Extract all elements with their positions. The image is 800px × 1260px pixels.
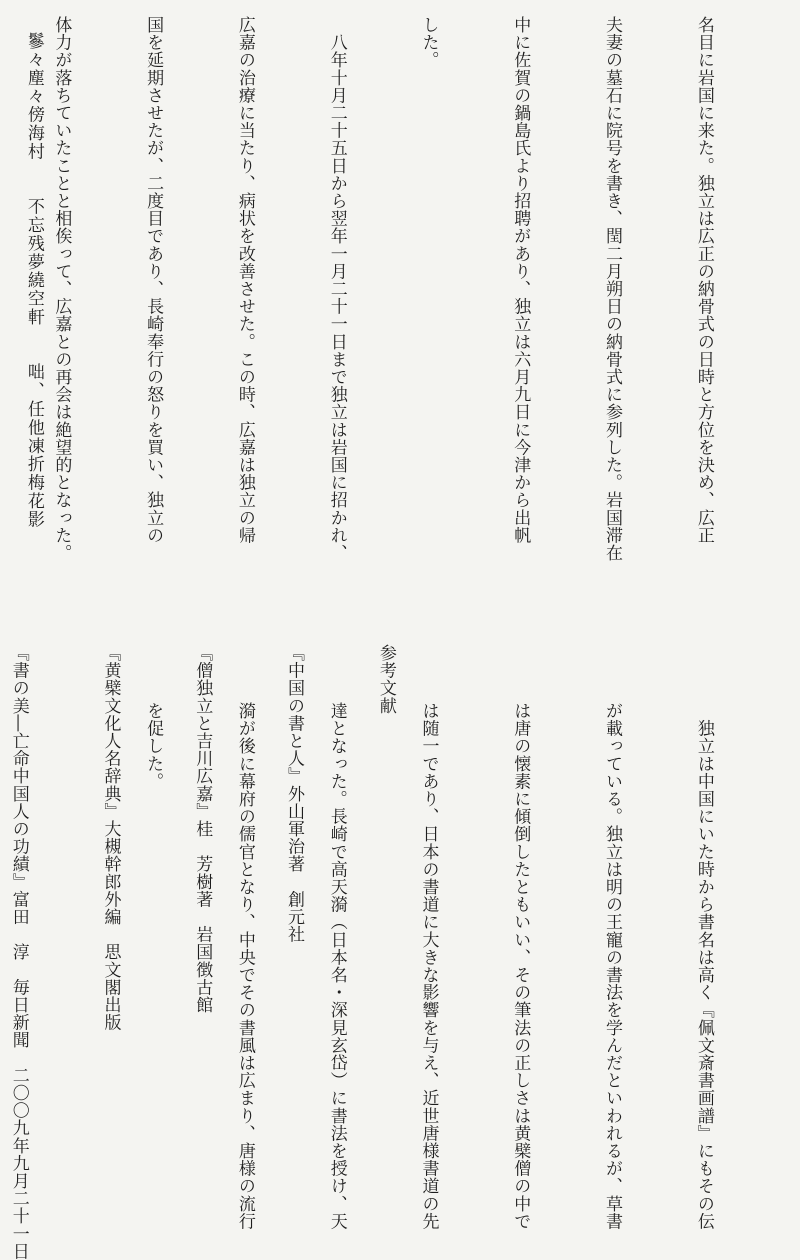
main-text-upper [0,16,780,616]
death-poem [0,32,110,572]
text-column: 独立は中国にいた時から書名は高く『佩文斎書画譜』にもその伝 [693,702,714,1230]
text-column: を促した。 [143,702,164,790]
text-column: 国を延期させたが、二度目であり、長崎奉行の怒りを買い、独立の [143,16,164,544]
poem-line: 鬖々塵々傍海村 不忘残夢繞空軒 咄、任他凍折梅花影 [23,32,44,529]
text-column: が載っている。独立は明の王寵の書法を学んだといわれるが、草書 [602,702,623,1230]
references-section [0,644,462,1260]
reference-item: 『書の美―亡命中国人の功績』富田 淳 毎日新聞 二〇〇九年九月二十一日 [8,644,29,1260]
reference-item: 『中国の書と人』外山軍治著 創元社 [284,644,305,944]
reference-item: 『僧独立と吉川広嘉』桂 芳樹著 岩国徴古館 [192,644,213,1014]
text-column: 達となった。長崎で高天漪（日本名・深見玄岱）に書法を授け、天 [326,702,347,1230]
text-column: 広嘉の治療に当たり、病状を改善させた。この時、広嘉は独立の帰 [234,16,255,544]
text-column: した。 [418,16,439,69]
reference-item: 『黄檗文化人名辞典』大槻幹郎外編 思文閣出版 [100,644,121,1032]
text-column: は唐の懐素に傾倒したともいい、その筆法の正しさは黄檗僧の中で [510,702,531,1230]
text-column: は随一であり、日本の書道に大きな影響を与え、近世唐様書道の先 [418,702,439,1230]
text-column: 名目に岩国に来た。独立は広正の納骨式の日時と方位を決め、広正 [693,16,714,544]
text-column: 漪が後に幕府の儒官となり、中央でその書風は広まり、唐様の流行 [234,702,255,1230]
text-column: 中に佐賀の鍋島氏より招聘があり、独立は六月九日に今津から出帆 [510,16,531,544]
references-heading: 参考文献 [375,644,396,715]
text-column: 八年十月二十五日から翌年一月二十一日まで独立は岩国に招かれ、 [326,16,347,562]
text-column: 体力が落ちていたことと相俟って、広嘉との再会は絶望的となった。 [51,16,72,562]
text-column: 夫妻の墓石に院号を書き、閏二月朔日の納骨式に参列した。岩国滞在 [602,16,623,562]
